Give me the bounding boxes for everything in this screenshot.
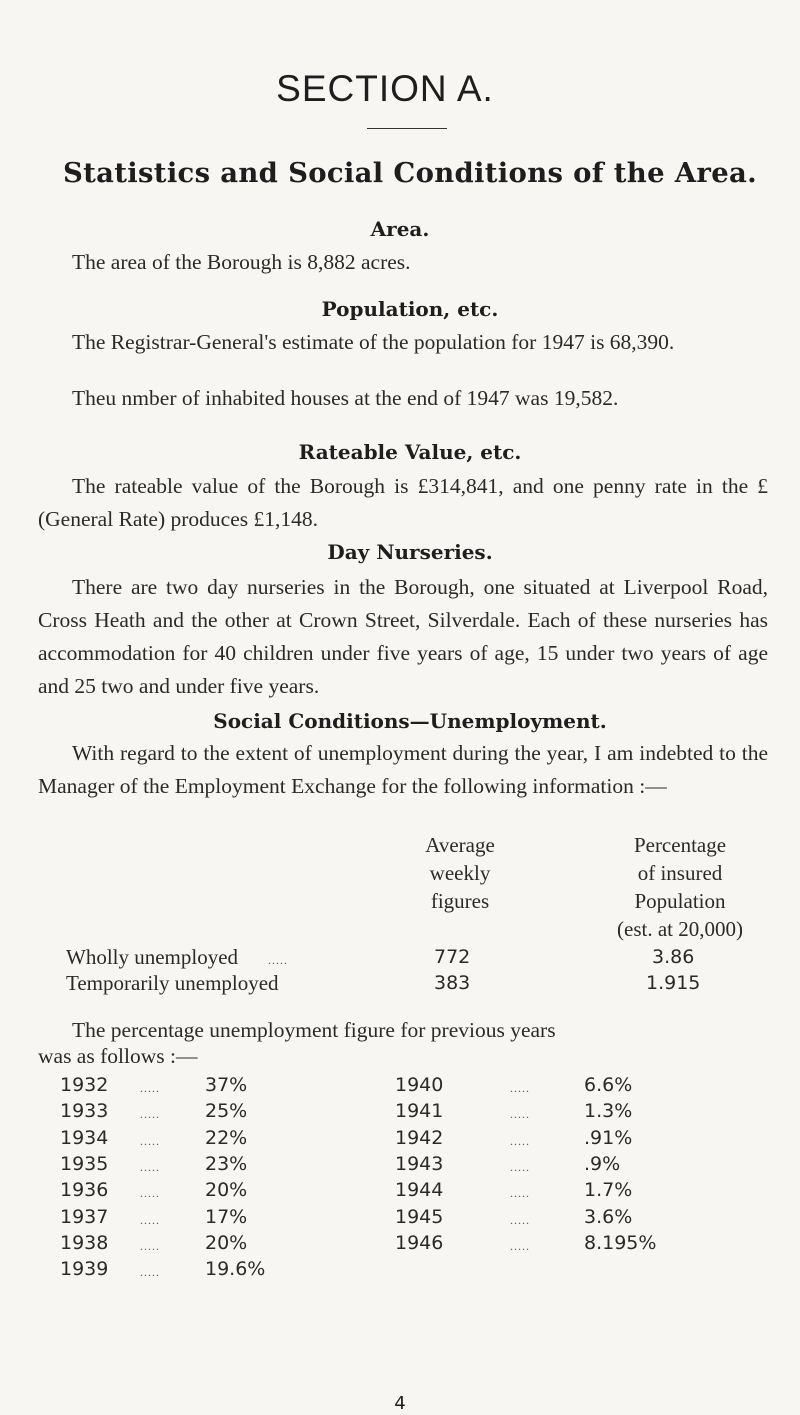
previous-value: 22% <box>205 1126 248 1149</box>
rateable-heading: Rateable Value, etc. <box>298 440 522 464</box>
previous-year: 1944 <box>395 1179 444 1202</box>
previous-value: 1.3% <box>584 1100 633 1123</box>
previous-year: 1943 <box>395 1152 444 1175</box>
title-divider <box>367 128 447 129</box>
leader-dots: ..... <box>510 1186 530 1201</box>
previous-year: 1938 <box>60 1231 109 1254</box>
row-label: Temporarily unemployed <box>66 971 279 995</box>
previous-year: 1946 <box>395 1231 444 1254</box>
leader-dots: ..... <box>268 953 288 967</box>
population-paragraph-1 <box>38 326 768 359</box>
percentage-header-line: (est. at 20,000) <box>617 917 743 941</box>
previous-value: 3.6% <box>584 1205 633 1228</box>
leader-dots: ..... <box>140 1159 160 1174</box>
previous-year: 1940 <box>395 1074 444 1096</box>
average-header-line: Average <box>425 833 495 857</box>
previous-value: 19.6% <box>205 1258 266 1281</box>
previous-value: 8.195% <box>584 1231 657 1254</box>
previous-year: 1934 <box>60 1126 109 1149</box>
previous-year: 1932 <box>60 1074 109 1096</box>
previous-year: 1941 <box>395 1100 444 1123</box>
percentage-header-line: of insured <box>637 861 723 885</box>
section-title: SECTION A. <box>276 68 494 109</box>
previous-value: 17% <box>205 1205 248 1228</box>
nurseries-heading: Day Nurseries. <box>327 540 493 564</box>
row-average: 772 <box>434 946 471 968</box>
previous-value: .9% <box>584 1152 621 1175</box>
leader-dots: ..... <box>140 1107 160 1122</box>
leader-dots: ..... <box>140 1212 160 1227</box>
leader-dots: ..... <box>140 1186 160 1201</box>
previous-year: 1945 <box>395 1205 444 1228</box>
previous-value: 20% <box>205 1179 248 1202</box>
row-average: 383 <box>434 972 471 994</box>
rateable-paragraph <box>38 470 768 536</box>
leader-dots: ..... <box>510 1107 530 1122</box>
population-heading: Population, etc. <box>321 297 499 321</box>
population-paragraph-2 <box>38 382 768 415</box>
previous-value: 37% <box>205 1074 248 1096</box>
nurseries-text: There are two day nurseries in the Borough, one situated at Liverpool Road, Cross Heath and the other at Crown Street, Silverdale. Each of these nurseries has accommodation for 40 children under five years of age, 15 under two years of age and 25 two and under five years. <box>38 575 768 698</box>
leader-dots: ..... <box>140 1238 160 1253</box>
rateable-text: The rateable value of the Borough is £314,841, and one penny rate in the £ (General Rate) produces £1,148. <box>38 474 768 531</box>
leader-dots: ..... <box>140 1265 160 1280</box>
previous-value: 25% <box>205 1100 248 1123</box>
previous-years-intro-2: was as follows :— <box>38 1044 198 1068</box>
leader-dots: ..... <box>510 1159 530 1174</box>
previous-year: 1939 <box>60 1258 109 1281</box>
previous-value: 6.6% <box>584 1074 633 1096</box>
nurseries-paragraph <box>38 571 768 703</box>
average-header-line: figures <box>430 889 490 913</box>
social-intro-paragraph <box>38 737 768 803</box>
social-heading: Social Conditions—Unemployment. <box>213 709 607 733</box>
area-heading: Area. <box>370 217 430 241</box>
page-title: Statistics and Social Conditions of the Area. <box>63 157 757 189</box>
leader-dots: ..... <box>510 1238 530 1253</box>
row-label: Wholly unemployed <box>66 945 239 969</box>
leader-dots: ..... <box>140 1081 160 1095</box>
percentage-header-line: Population <box>634 889 726 913</box>
leader-dots: ..... <box>510 1081 530 1095</box>
previous-year: 1936 <box>60 1179 109 1202</box>
leader-dots: ..... <box>140 1133 160 1148</box>
previous-year: 1942 <box>395 1126 444 1149</box>
previous-value: 20% <box>205 1231 248 1254</box>
previous-year: 1937 <box>60 1205 109 1228</box>
previous-value: 23% <box>205 1152 248 1175</box>
population-text-1: The Registrar-General's estimate of the population for 1947 is 68,390. <box>72 330 675 354</box>
social-intro-text: With regard to the extent of unemployment during the year, I am indebted to the Manager of the Employment Exchange for the following information :— <box>38 741 768 798</box>
previous-years-intro: The percentage unemployment figure for previous years <box>72 1018 556 1042</box>
percentage-header-line: Percentage <box>633 833 727 857</box>
previous-value: .91% <box>584 1126 633 1149</box>
page-number: 4 <box>394 1393 406 1414</box>
area-text: The area of the Borough is 8,882 acres. <box>72 250 411 274</box>
previous-value: 1.7% <box>584 1179 633 1202</box>
previous-year: 1935 <box>60 1152 109 1175</box>
population-text-2: Theu nmber of inhabited houses at the end of 1947 was 19,582. <box>72 386 619 410</box>
leader-dots: ..... <box>510 1133 530 1148</box>
row-percentage: 1.915 <box>646 972 701 994</box>
previous-year: 1933 <box>60 1100 109 1123</box>
leader-dots: ..... <box>510 1212 530 1227</box>
row-percentage: 3.86 <box>652 946 695 968</box>
average-header-line: weekly <box>429 861 491 885</box>
